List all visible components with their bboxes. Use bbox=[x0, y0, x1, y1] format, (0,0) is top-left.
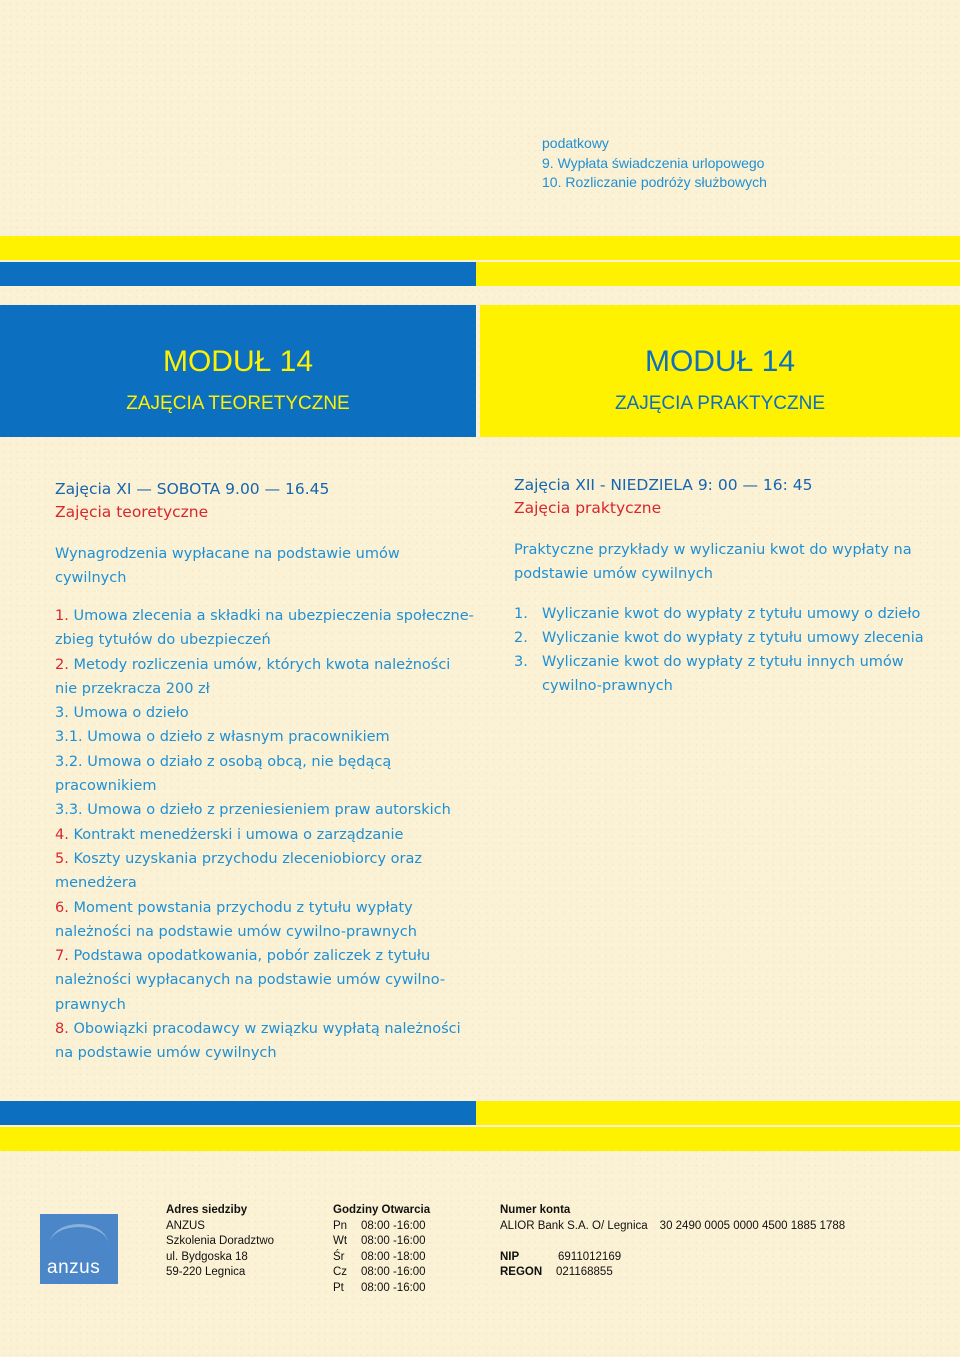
session-kind-left: Zajęcia teoretyczne bbox=[55, 503, 209, 521]
yellow-bar-right bbox=[476, 1101, 960, 1125]
item-number: 5. bbox=[55, 850, 74, 867]
session-day-right: Zajęcia XII - NIEDZIELA 9: 00 — 16: 45 bbox=[514, 476, 813, 494]
list-item bbox=[514, 626, 944, 650]
item-number: 4. bbox=[55, 826, 74, 843]
nip-value: 6911012169 bbox=[558, 1250, 622, 1263]
item-number: 7. bbox=[55, 948, 74, 965]
hours-row bbox=[333, 1219, 426, 1235]
list-item bbox=[55, 896, 475, 945]
hours-heading: Godziny Otwarcia bbox=[333, 1204, 431, 1216]
blue-bar-left bbox=[0, 262, 476, 286]
item-text: Obowiązki pracodawcy w związku wypłatą należności na podstawie umów cywilnych bbox=[55, 1021, 461, 1062]
item-text: Wyliczanie kwot do wypłaty z tytułu umowy o dzieło bbox=[542, 606, 921, 622]
hours-time: 08:00 -18:00 bbox=[361, 1250, 426, 1263]
address-line-4: 59-220 Legnica bbox=[166, 1266, 246, 1278]
yellow-stripe-bottom bbox=[0, 1127, 960, 1151]
theory-column bbox=[55, 478, 475, 1066]
hours-time: 08:00 -16:00 bbox=[361, 1235, 426, 1247]
list-item bbox=[55, 798, 475, 822]
item-number: 3. bbox=[55, 705, 74, 722]
account-heading: Numer konta bbox=[500, 1204, 571, 1216]
hours-time: 08:00 -16:00 bbox=[361, 1266, 426, 1278]
module-header-theory bbox=[0, 305, 476, 437]
yellow-bar bbox=[0, 236, 960, 260]
session-day-left: Zajęcia XI — SOBOTA 9.00 — 16.45 bbox=[55, 480, 330, 498]
session-topic-right: Praktyczne przykłady w wyliczaniu kwot do wypłaty na podstawie umów cywilnych bbox=[514, 542, 912, 582]
address-line-2: Szkolenia Doradztwo bbox=[166, 1235, 275, 1247]
list-item bbox=[55, 823, 475, 847]
address-line-3: ul. Bydgoska 18 bbox=[166, 1250, 248, 1263]
nip-line bbox=[500, 1250, 845, 1266]
list-item bbox=[55, 750, 475, 799]
regon-label: REGON bbox=[500, 1266, 543, 1278]
regon-value: 021168855 bbox=[556, 1266, 613, 1278]
item-number: 2. bbox=[55, 656, 74, 673]
hours-row bbox=[333, 1281, 426, 1297]
list-item bbox=[55, 701, 475, 725]
hours-time: 08:00 -16:00 bbox=[361, 1281, 426, 1294]
item-text: Koszty uzyskania przychodu zleceniobiorcy oraz menedżera bbox=[55, 850, 423, 892]
yellow-stripe-top bbox=[0, 236, 960, 260]
item-text: Podstawa opodatkowania, pobór zaliczek z tytułu należności wypłacanych na podstawie umów cywilno- prawnych bbox=[55, 948, 446, 1013]
item-number: 6. bbox=[55, 899, 74, 916]
footer-hours bbox=[333, 1203, 430, 1296]
hours-day: Wt bbox=[333, 1235, 348, 1247]
module-subtitle-right: ZAJĘCIA PRAKTYCZNE bbox=[614, 393, 826, 414]
yellow-bar-right bbox=[476, 262, 960, 286]
address-heading: Adres siedziby bbox=[166, 1204, 248, 1216]
module-header-practice bbox=[480, 305, 960, 437]
item-text: Umowa zlecenia a składki na ubezpieczenia społeczne- zbieg tytułów do ubezpieczeń bbox=[55, 608, 474, 649]
list-item bbox=[55, 604, 475, 653]
item-number: 1. bbox=[514, 606, 528, 622]
hours-day: Pn bbox=[333, 1219, 348, 1232]
regon-line bbox=[500, 1265, 845, 1281]
item-text: Moment powstania przychodu z tytułu wypłaty należności na podstawie umów cywilno-prawnych bbox=[55, 899, 417, 940]
hours-row bbox=[333, 1250, 426, 1266]
hours-time: 08:00 -16:00 bbox=[361, 1219, 426, 1232]
list-item bbox=[55, 847, 475, 896]
split-stripe-top bbox=[0, 262, 960, 286]
list-item bbox=[55, 1017, 475, 1066]
list-item bbox=[55, 944, 475, 1017]
item-text: Metody rozliczenia umów, których kwota należności nie przekracza 200 zł bbox=[55, 656, 451, 697]
item-number: 3.3. bbox=[55, 802, 88, 819]
account-bank-line bbox=[500, 1219, 845, 1235]
footer-account bbox=[500, 1203, 845, 1281]
hours-row bbox=[333, 1234, 426, 1250]
module-title-left: MODUŁ 14 bbox=[162, 345, 314, 378]
item-number: 3. bbox=[514, 654, 528, 670]
item-text: Kontrakt menedżerski i umowa o zarządzanie bbox=[73, 826, 404, 843]
session-kind-right: Zajęcia praktyczne bbox=[514, 499, 662, 517]
top-list-line-1: podatkowy bbox=[542, 135, 609, 151]
item-number: 2. bbox=[514, 630, 528, 646]
list-item bbox=[514, 650, 944, 698]
session-topic-left: Wynagrodzenia wypłacane na podstawie umów cywilnych bbox=[55, 546, 400, 586]
footer-address bbox=[166, 1203, 274, 1281]
top-list-line-2: 9. Wypłata świadczenia urlopowego bbox=[542, 154, 765, 171]
module-title-right: MODUŁ 14 bbox=[644, 345, 796, 378]
yellow-bar bbox=[0, 1127, 960, 1151]
module-subtitle-left: ZAJĘCIA TEORETYCZNE bbox=[126, 393, 350, 414]
practice-items bbox=[514, 602, 944, 698]
item-number: 1. bbox=[55, 608, 74, 624]
item-number: 8. bbox=[55, 1021, 74, 1038]
hours-table bbox=[333, 1219, 426, 1297]
list-item bbox=[55, 653, 475, 702]
item-text: Wyliczanie kwot do wypłaty z tytułu innych umów cywilno-prawnych bbox=[542, 654, 904, 694]
hours-day: Pt bbox=[333, 1281, 344, 1294]
account-number: 30 2490 0005 0000 4500 1885 1788 bbox=[659, 1219, 846, 1232]
list-item bbox=[55, 725, 475, 749]
hours-day: Śr bbox=[333, 1250, 345, 1263]
hours-row bbox=[333, 1265, 426, 1281]
practice-column bbox=[514, 474, 944, 698]
logo-text: anzus bbox=[47, 1257, 101, 1278]
list-item bbox=[514, 602, 944, 626]
item-text: Umowa o dzieło z przeniesieniem praw autorskich bbox=[87, 802, 451, 819]
nip-label: NIP bbox=[500, 1250, 520, 1263]
address-line-1: ANZUS bbox=[166, 1219, 205, 1232]
item-text: Wyliczanie kwot do wypłaty z tytułu umowy zlecenia bbox=[542, 630, 924, 646]
item-text: Umowa o dzieło bbox=[73, 705, 189, 722]
item-text: Umowa o dzieło z własnym pracownikiem bbox=[87, 729, 390, 746]
item-number: 3.1. bbox=[55, 729, 88, 746]
item-number: 3.2. bbox=[55, 753, 88, 770]
theory-items bbox=[55, 604, 475, 1066]
top-continuation-list bbox=[542, 134, 767, 193]
bank-name: ALIOR Bank S.A. O/ Legnica bbox=[500, 1219, 648, 1232]
split-stripe-bottom bbox=[0, 1101, 960, 1125]
item-text: Umowa o działo z osobą obcą, nie będącą pracownikiem bbox=[55, 753, 392, 795]
anzus-logo bbox=[40, 1214, 118, 1284]
top-list-line-3: 10. Rozliczanie podróży służbowych bbox=[542, 174, 767, 190]
hours-day: Cz bbox=[333, 1266, 348, 1278]
blue-bar-left bbox=[0, 1101, 476, 1125]
